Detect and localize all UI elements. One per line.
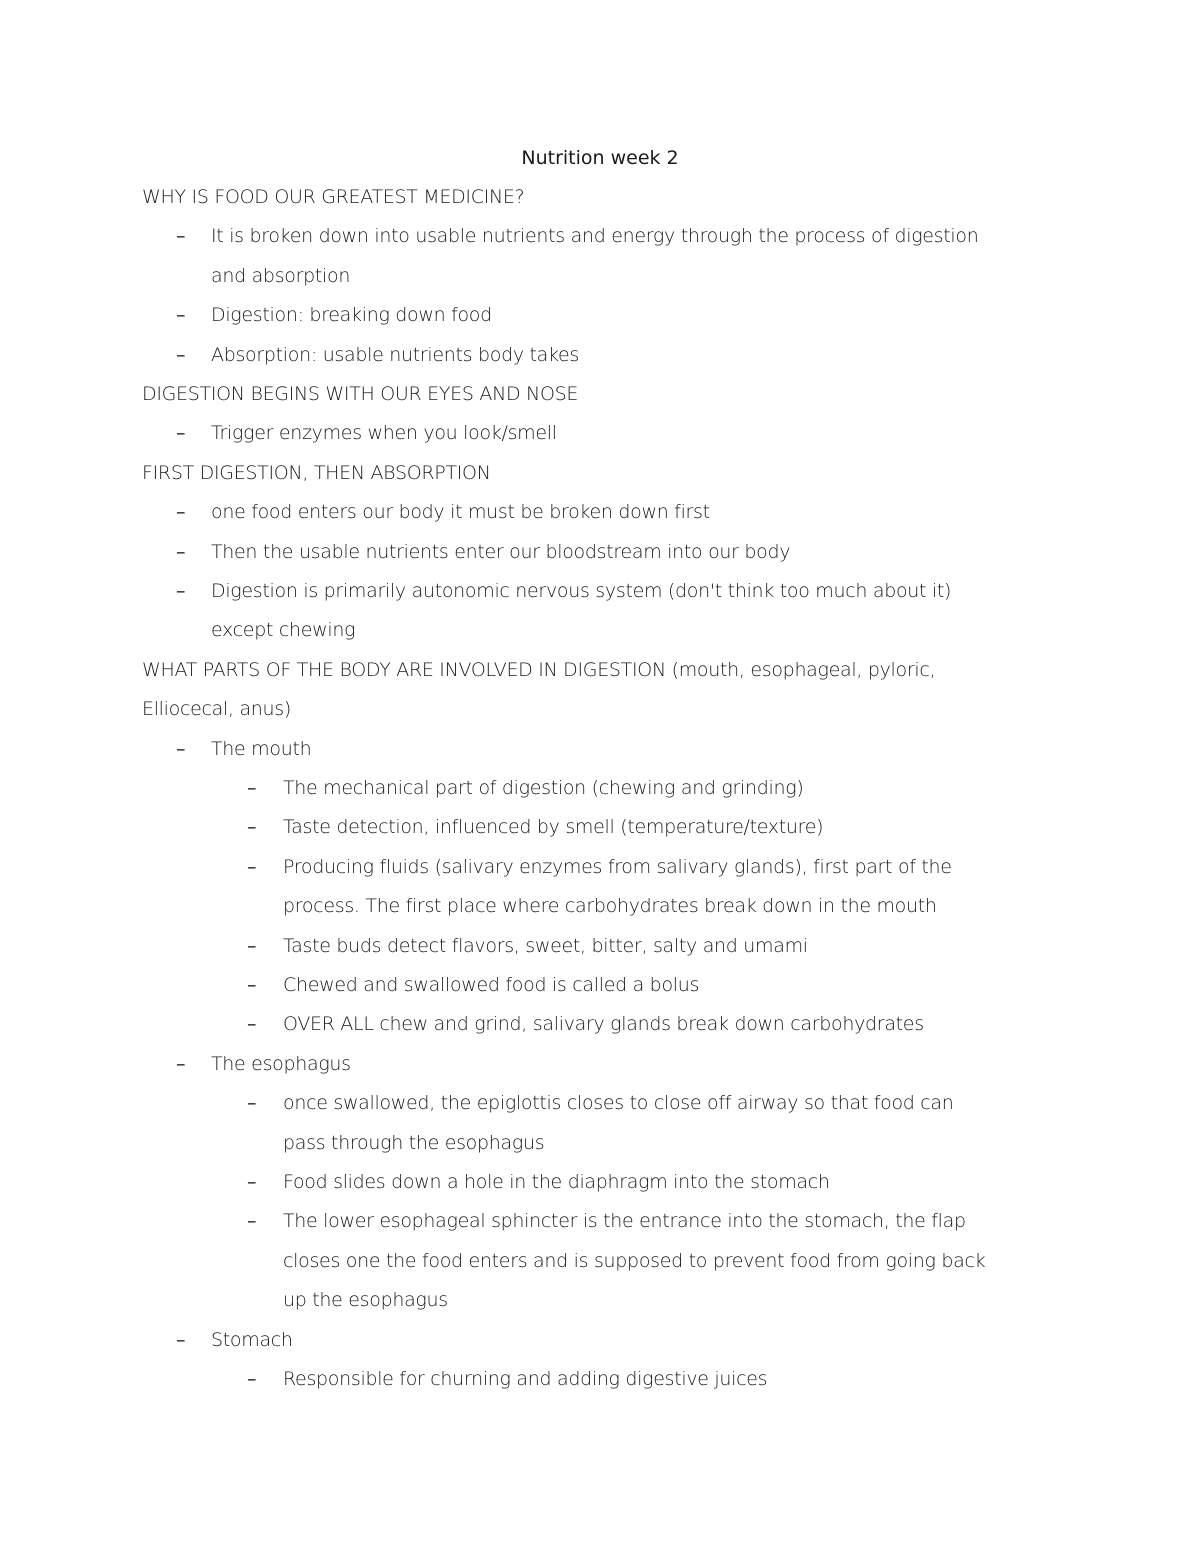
list-item: Digestion is primarily autonomic nervous system (don't think too much about it) bbox=[211, 580, 952, 602]
bullet-dash: – bbox=[247, 1368, 257, 1390]
bullet-dash: – bbox=[176, 541, 186, 563]
list-item: The esophagus bbox=[211, 1053, 351, 1075]
list-item: one food enters our body it must be broken down first bbox=[211, 501, 710, 523]
sub-list-item: pass through the esophagus bbox=[283, 1132, 545, 1154]
list-item: The mouth bbox=[211, 738, 312, 760]
sub-list-item: up the esophagus bbox=[283, 1289, 448, 1311]
bullet-dash: – bbox=[176, 422, 186, 444]
bullet-dash: – bbox=[176, 225, 186, 247]
list-item: Then the usable nutrients enter our bloodstream into our body bbox=[211, 541, 791, 563]
sub-list-item: Responsible for churning and adding digestive juices bbox=[283, 1368, 768, 1390]
sub-list-item: Chewed and swallowed food is called a bolus bbox=[283, 974, 700, 996]
bullet-dash: – bbox=[176, 738, 186, 760]
sub-list-item: Food slides down a hole in the diaphragm into the stomach bbox=[283, 1171, 830, 1193]
section-heading: DIGESTION BEGINS WITH OUR EYES AND NOSE bbox=[142, 383, 579, 405]
section-heading: WHAT PARTS OF THE BODY ARE INVOLVED IN DIGESTION (mouth, esophageal, pyloric, bbox=[142, 659, 936, 681]
list-item: It is broken down into usable nutrients and energy through the process of digestion bbox=[211, 225, 979, 247]
bullet-dash: – bbox=[247, 1210, 257, 1232]
list-item: except chewing bbox=[211, 619, 356, 641]
bullet-dash: – bbox=[247, 935, 257, 957]
sub-list-item: The mechanical part of digestion (chewing and grinding) bbox=[283, 777, 804, 799]
list-item: Stomach bbox=[211, 1329, 293, 1351]
bullet-dash: – bbox=[247, 1013, 257, 1035]
bullet-dash: – bbox=[176, 1329, 186, 1351]
sub-list-item: Taste detection, influenced by smell (temperature/texture) bbox=[283, 816, 824, 838]
list-item: and absorption bbox=[211, 265, 351, 287]
bullet-dash: – bbox=[247, 777, 257, 799]
bullet-dash: – bbox=[247, 856, 257, 878]
list-item: Digestion: breaking down food bbox=[211, 304, 492, 326]
bullet-dash: – bbox=[247, 816, 257, 838]
bullet-dash: – bbox=[176, 580, 186, 602]
sub-list-item: closes one the food enters and is supposed to prevent food from going back bbox=[283, 1250, 986, 1272]
section-heading: Elliocecal, anus) bbox=[142, 698, 291, 720]
sub-list-item: Taste buds detect flavors, sweet, bitter, salty and umami bbox=[283, 935, 808, 957]
list-item: Trigger enzymes when you look/smell bbox=[211, 422, 557, 444]
sub-list-item: once swallowed, the epiglottis closes to close off airway so that food can bbox=[283, 1092, 954, 1114]
bullet-dash: – bbox=[247, 1092, 257, 1114]
sub-list-item: process. The first place where carbohydrates break down in the mouth bbox=[283, 895, 937, 917]
bullet-dash: – bbox=[176, 304, 186, 326]
document-title: Nutrition week 2 bbox=[521, 147, 679, 169]
bullet-dash: – bbox=[176, 501, 186, 523]
list-item: Absorption: usable nutrients body takes bbox=[211, 344, 580, 366]
bullet-dash: – bbox=[176, 1053, 186, 1075]
bullet-dash: – bbox=[176, 344, 186, 366]
section-heading: WHY IS FOOD OUR GREATEST MEDICINE? bbox=[142, 186, 525, 208]
sub-list-item: OVER ALL chew and grind, salivary glands break down carbohydrates bbox=[283, 1013, 924, 1035]
sub-list-item: Producing fluids (salivary enzymes from salivary glands), first part of the bbox=[283, 856, 952, 878]
bullet-dash: – bbox=[247, 974, 257, 996]
section-heading: FIRST DIGESTION, THEN ABSORPTION bbox=[142, 462, 491, 484]
bullet-dash: – bbox=[247, 1171, 257, 1193]
sub-list-item: The lower esophageal sphincter is the entrance into the stomach, the flap bbox=[283, 1210, 966, 1232]
